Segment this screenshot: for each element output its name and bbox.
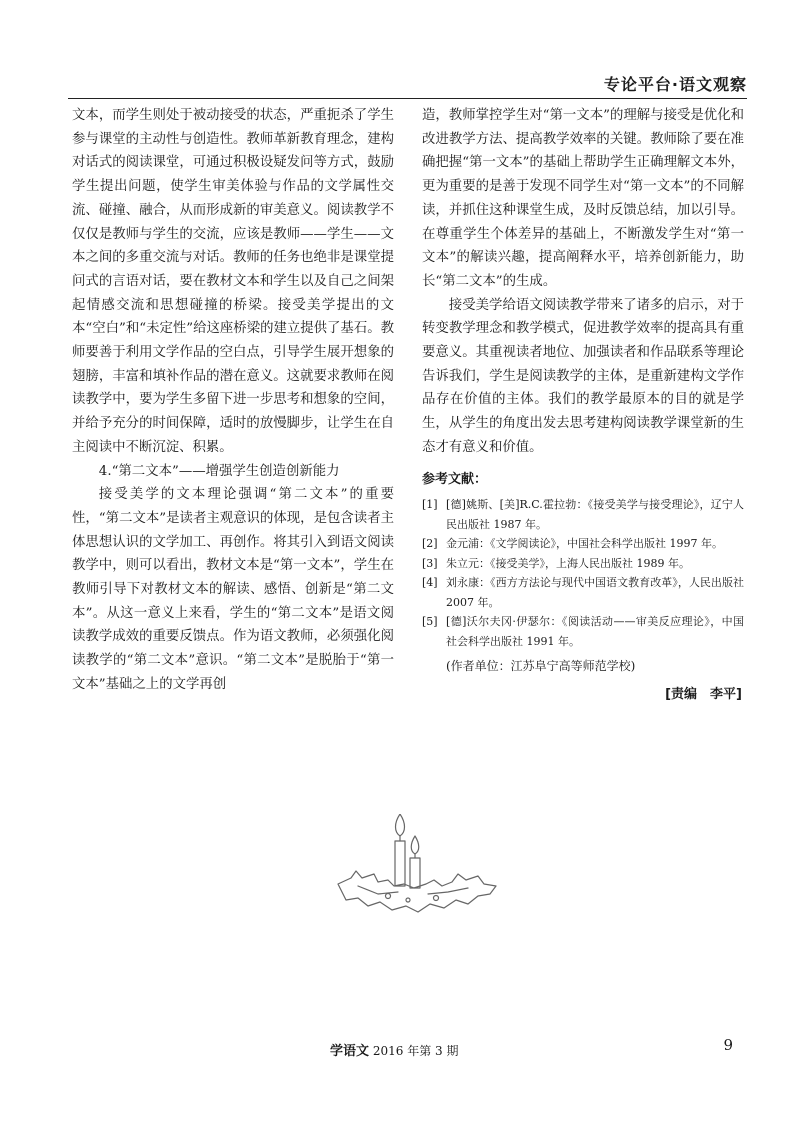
- author-affiliation: (作者单位：江苏阜宁高等师范学校): [446, 659, 636, 674]
- candles-decoration-icon: [318, 814, 508, 919]
- page-number: 9: [723, 1036, 733, 1054]
- reference-item: [422, 573, 744, 612]
- reference-item: [422, 534, 744, 554]
- journal-name: 学语文: [330, 1044, 370, 1059]
- reference-number: [2]: [422, 537, 438, 551]
- footer-journal-info: [330, 1040, 458, 1059]
- reference-text: [德]沃尔夫冈·伊瑟尔：《阅读活动——审美反应理论》，中国社会科学出版社 1991 年。: [446, 615, 744, 648]
- reference-number: [3]: [422, 556, 438, 570]
- reference-text: 金元浦：《文学阅读论》，中国社会科学出版社 1997 年。: [446, 537, 723, 551]
- reference-item: [422, 554, 744, 574]
- references-list: [422, 495, 744, 651]
- reference-number: [1]: [422, 498, 438, 512]
- section-header: 专论平台·语文观察: [603, 75, 747, 94]
- body-paragraph: 接受美学给语文阅读教学带来了诸多的启示，对于转变教学理念和教学模式，促进教学效率的提高具有重要意义。其重视读者地位、加强读者和作品联系等理论告诉我们，学生是阅读教学的主体，是重新建构文学作品存在价值的主体。我们的教学最原本的目的就是学生，从学生的角度出发去思考建构阅读教学课堂新的生态才有意义和价值。: [422, 297, 744, 455]
- body-paragraph: 文本，而学生则处于被动接受的状态，严重扼杀了学生参与课堂的主动性与创造性。教师革新教育理念，建构对话式的阅读课堂，可通过积极设疑发问等方式，鼓励学生提出问题，使学生审美体验与作品的文学属性交流、碰撞、融合，从而形成新的审美意义。阅读教学不仅仅是教师与学生的交流，应该是教师——学生——文本之间的多重交流与对话。教师的任务也绝非是课堂提问式的言语对话，要在教材文本和学生以及自己之间架起情感交流和思想碰撞的桥梁。接受美学提出的文本“空白”和“未定性”给这座桥梁的建立提供了基石。教师要善于利用文学作品的空白点，引导学生展开想象的翅膀，丰富和填补作品的潜在意义。这就要求教师在阅读教学中，要为学生多留下进一步思考和想象的空间，并给予充分的时间保障，适时的放慢脚步，让学生在自主阅读中不断沉淀、积累。: [72, 108, 394, 455]
- reference-number: [5]: [422, 615, 438, 629]
- body-paragraph: 接受美学的文本理论强调“第二文本”的重要性，“第二文本”是读者主观意识的体现，是包含读者主体思想认识的文学加工、再创作。将其引入到语文阅读教学中，则可以看出，教材文本是“第一文本”，学生在教师引导下对教材文本的解读、感悟、创新是“第二文本”。从这一意义上来看，学生的“第二文本”是语文阅读教学成效的重要反馈点。作为语文教师，必须强化阅读教学的“第二文本”意识。“第二文本”是脱胎于“第一文本”基础之上的文学再创: [72, 487, 394, 692]
- body-paragraph: 造，教师掌控学生对“第一文本”的理解与接受是优化和改进教学方法、提高教学效率的关键。教师除了要在准确把握“第一文本”的基础上帮助学生正确理解文本外，更为重要的是善于发现不同学生对“第一文本”的不同解读，并抓住这种课堂生成，及时反馈总结，加以引导。在尊重学生个体差异的基础上，不断激发学生对“第一文本”的解读兴趣，提高阐释水平，培养创新能力，助长“第二文本”的生成。: [422, 108, 744, 289]
- reference-text: 刘永康：《西方方法论与现代中国语文教育改革》，人民出版社 2007 年。: [446, 576, 744, 609]
- left-column: [72, 104, 394, 697]
- right-column: [422, 104, 744, 707]
- header-rule: [68, 98, 747, 99]
- journal-issue: 2016 年第 3 期: [372, 1044, 459, 1058]
- reference-item: [422, 612, 744, 651]
- references-title: 参考文献：: [422, 471, 488, 487]
- section-heading: 4.“第二文本”——增强学生创造创新能力: [98, 463, 340, 479]
- reference-text: [德]姚斯、[美]R.C.霍拉勃：《接受美学与接受理论》，辽宁人民出版社 1987 年。: [446, 498, 744, 531]
- editor-credit: [责编 李平]: [665, 686, 742, 702]
- reference-item: [422, 495, 744, 534]
- reference-text: 朱立元：《接受美学》，上海人民出版社 1989 年。: [446, 556, 690, 570]
- reference-number: [4]: [422, 576, 438, 590]
